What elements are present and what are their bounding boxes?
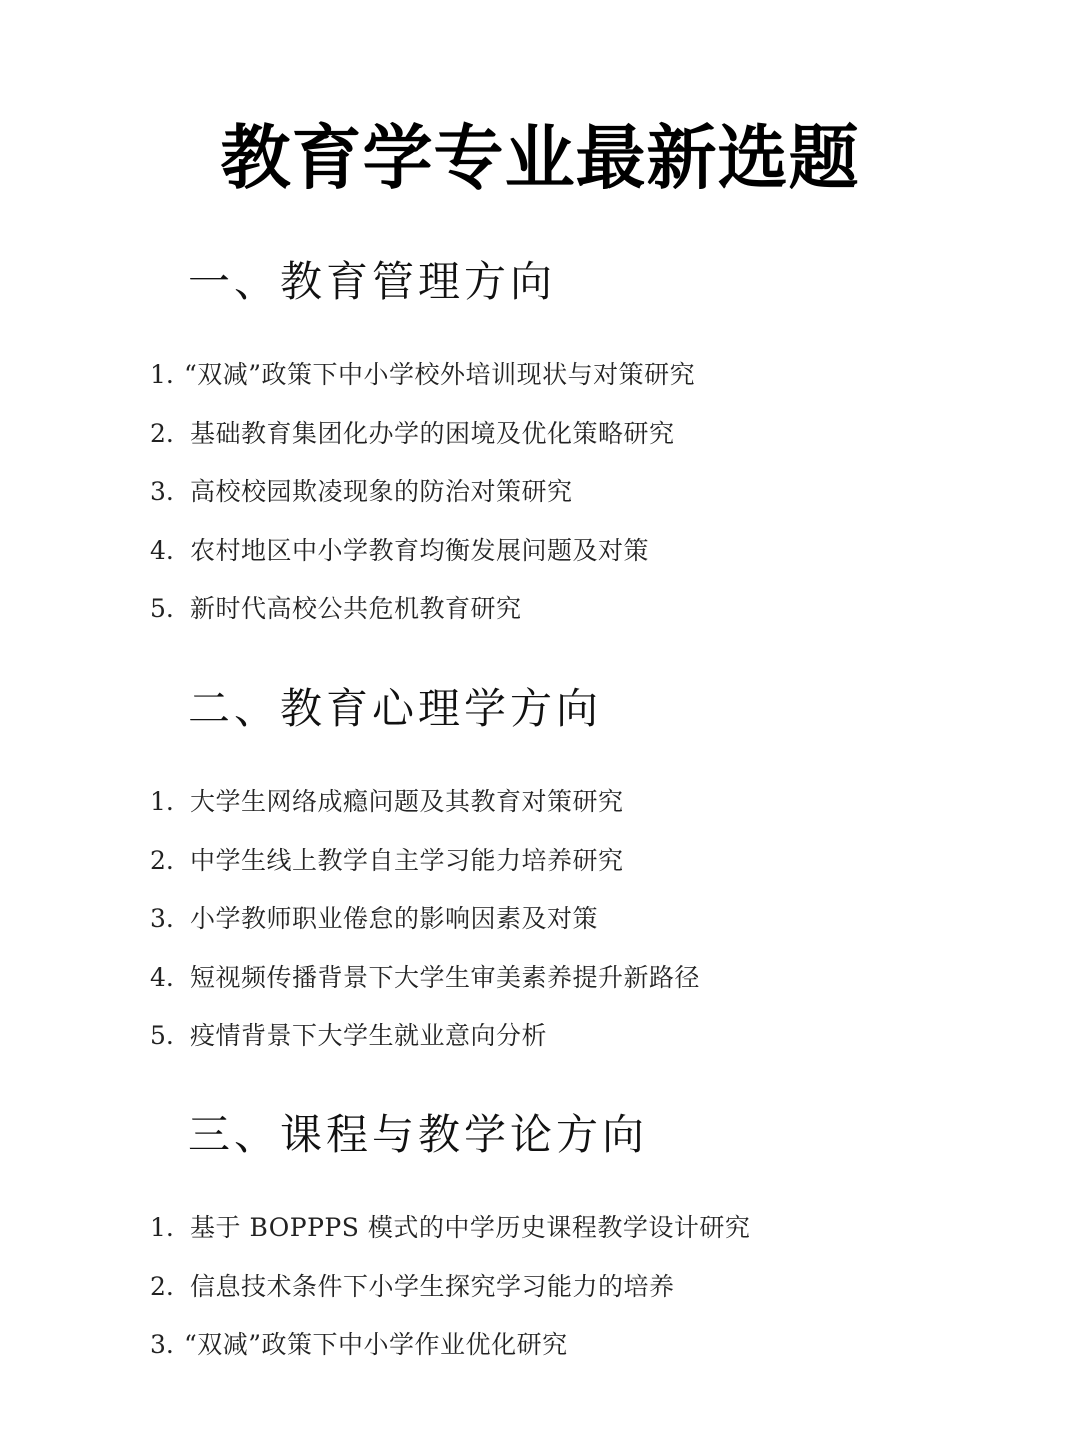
section-heading: 一、教育管理方向 xyxy=(188,257,557,306)
item-text: 高校校园欺凌现象的防治对策研究 xyxy=(190,477,573,506)
item-text: 大学生网络成瘾问题及其教育对策研究 xyxy=(190,787,624,816)
item-text: 信息技术条件下小学生探究学习能力的培养 xyxy=(190,1271,675,1301)
item-number: 2. xyxy=(150,1271,174,1301)
item-number: 4. xyxy=(150,535,174,565)
item-number: 1. xyxy=(150,360,174,389)
item-text: 农村地区中小学教育均衡发展问题及对策 xyxy=(190,535,650,565)
section-heading: 二、教育心理学方向 xyxy=(188,684,603,733)
item-number: 3. xyxy=(150,904,174,933)
item-number: 1. xyxy=(150,787,174,816)
item-number: 1. xyxy=(150,1213,174,1242)
item-text: 基于 BOPPPS 模式的中学历史课程教学设计研究 xyxy=(190,1213,751,1242)
item-number: 4. xyxy=(150,962,174,992)
item-text: “双减”政策下中小学作业优化研究 xyxy=(184,1330,568,1359)
item-text: 疫情背景下大学生就业意向分析 xyxy=(190,1021,548,1050)
item-text: 新时代高校公共危机教育研究 xyxy=(190,594,522,623)
section-heading: 三、课程与教学论方向 xyxy=(188,1110,649,1159)
item-text: 短视频传播背景下大学生审美素养提升新路径 xyxy=(190,962,701,992)
item-number: 5. xyxy=(150,594,174,623)
item-number: 3. xyxy=(150,477,174,506)
page-title: 教育学专业最新选题 xyxy=(220,117,860,199)
item-number: 3. xyxy=(150,1330,174,1359)
item-text: 基础教育集团化办学的困境及优化策略研究 xyxy=(190,418,675,448)
item-number: 2. xyxy=(150,418,174,448)
item-text: 中学生线上教学自主学习能力培养研究 xyxy=(190,845,624,875)
item-number: 5. xyxy=(150,1021,174,1050)
item-text: 小学教师职业倦怠的影响因素及对策 xyxy=(190,904,599,933)
item-text: “双减”政策下中小学校外培训现状与对策研究 xyxy=(184,360,696,389)
item-number: 2. xyxy=(150,845,174,875)
